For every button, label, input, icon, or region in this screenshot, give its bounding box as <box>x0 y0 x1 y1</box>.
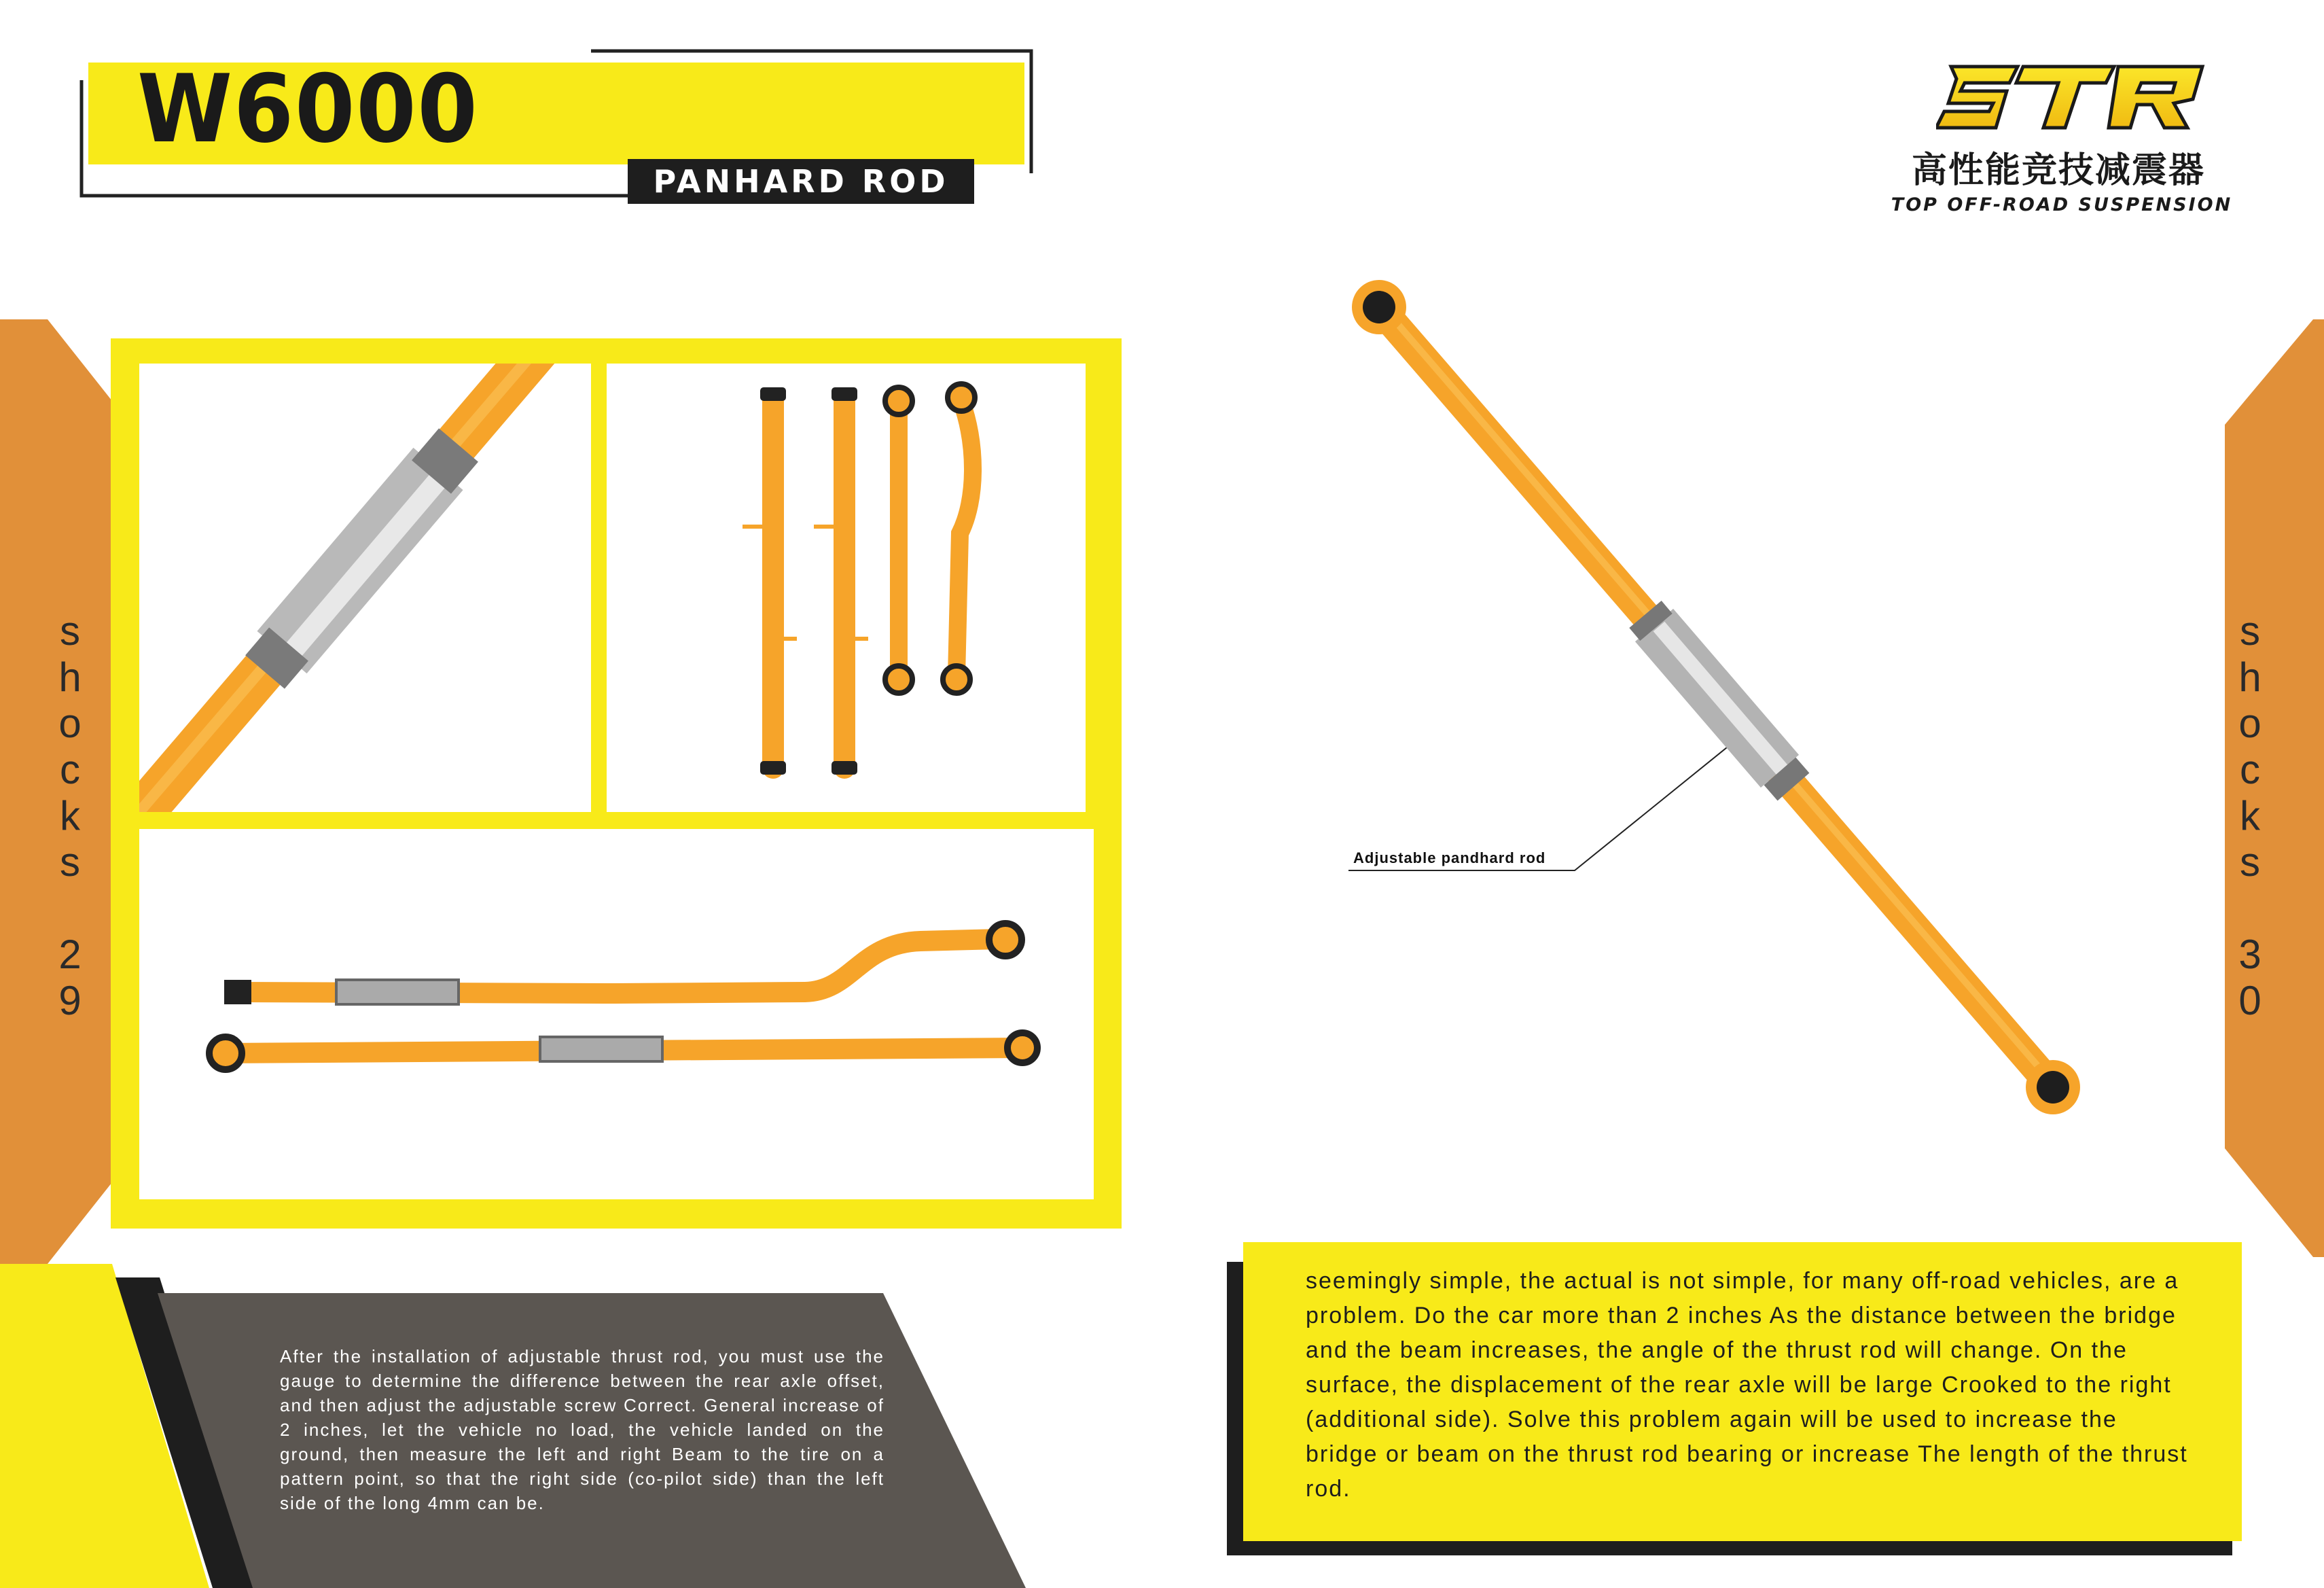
brand-chinese-tagline: 高性能竞技减震器 <box>1911 150 2205 191</box>
two-panhard-rods-photo <box>139 829 1094 1199</box>
product-description-text: seemingly simple, the actual is not simple, for many off-road vehicles, are a problem. Do the car more than 2 inches As the distance between the bridge and the beam increases, the angle of the thrust rod will change. On the surface, the displacement of the rear axle will be large Crooked to the right (additional side). Solve this problem again will be used to increase the bridge or beam on the thrust rod bearing or increase The length of the thrust rod. <box>1306 1268 2188 1502</box>
product-subtitle: PANHARD ROD <box>628 159 974 204</box>
installation-instructions-text: After the installation of adjustable thrust rod, you must use the gauge to determine the difference between the rear axle offset, and then adjust the adjustable screw Correct. General increase of 2 inches, let the vehicle no load, the vehicle landed on the ground, then measure the left and right Beam to the tire on a pattern point, so that the right side (co-pilot side) than the left side of the long 4mm can be. <box>280 1346 884 1513</box>
main-panhard-rod-photo <box>1331 265 2113 1135</box>
control-arms-icon <box>607 364 1086 812</box>
callout-label: Adjustable pandhard rod <box>1353 849 1546 866</box>
panhard-rod-icon <box>1352 280 2080 1114</box>
right-page-label: s h o c k s 3 0 <box>2238 608 2262 1023</box>
rod-closeup-icon <box>139 364 591 812</box>
model-title: W6000 <box>137 54 479 164</box>
closeup-adjuster-photo <box>139 364 591 812</box>
panhard-rods-icon <box>139 829 1094 1199</box>
four-control-arms-photo <box>607 364 1086 812</box>
str-logo <box>1936 60 2208 141</box>
left-page-label: s h o c k s 2 9 <box>58 608 82 1023</box>
brand-english-tagline: TOP OFF-ROAD SUSPENSION <box>1891 194 2233 215</box>
